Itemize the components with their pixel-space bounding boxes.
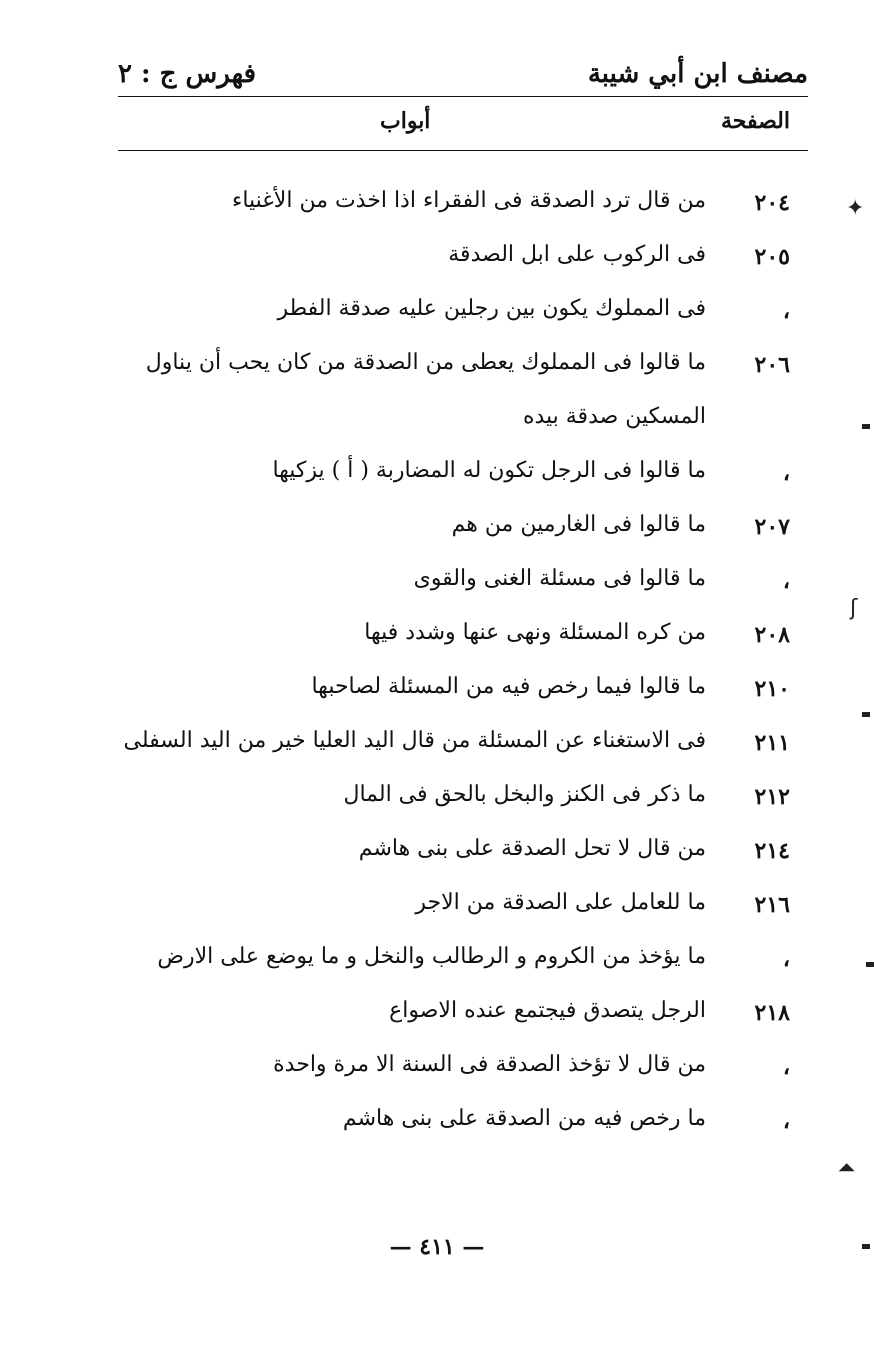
entry-title: ما قالوا فى الغارمين من هم	[451, 512, 706, 537]
entry-page-number: ٢١٢	[754, 784, 790, 810]
index-entry	[100, 290, 790, 344]
entry-title: ما للعامل على الصدقة من الاجر	[415, 890, 706, 915]
margin-caret-mark: ⏶	[838, 1156, 856, 1181]
entry-title: فى الركوب على ابل الصدقة	[448, 242, 706, 267]
entry-title: ما يؤخذ من الكروم و الرطالب والنخل و ما يوضع على الارض	[157, 944, 706, 969]
entry-page-number: ٢١١	[754, 730, 790, 756]
page-number: — ٤١١ —	[389, 1234, 485, 1260]
index-label: فهرس ج : ٢	[118, 59, 257, 89]
entry-page-number: ٢١٤	[754, 838, 790, 864]
index-entry	[100, 722, 790, 776]
entry-page-number: ٢١٨	[754, 1000, 790, 1026]
index-entry	[100, 452, 790, 506]
index-entry	[100, 1100, 790, 1154]
column-heading-rule	[118, 150, 808, 151]
entry-page-number: ،	[782, 460, 790, 486]
running-header	[118, 52, 808, 96]
entry-title: من قال لا تؤخذ الصدقة فى السنة الا مرة واحدة	[273, 1052, 706, 1077]
entry-title: فى المملوك يكون بين رجلين عليه صدقة الفطر	[277, 296, 706, 321]
topics-column-heading: أبواب	[380, 108, 431, 134]
entry-page-number: ،	[782, 298, 790, 324]
entry-page-number: ،	[782, 946, 790, 972]
margin-star-mark: ✦	[846, 196, 865, 221]
margin-dash-mark	[862, 1244, 870, 1249]
entry-title: ما قالوا فى المملوك يعطى من الصدقة من كان يحب أن يناول	[145, 350, 706, 375]
margin-tick-mark: ʃ	[850, 596, 858, 621]
entry-page-number: ٢٠٤	[754, 190, 790, 216]
index-entry	[100, 992, 790, 1046]
entry-page-number: ٢٠٨	[754, 622, 790, 648]
entry-page-number: ٢٠٥	[754, 244, 790, 270]
index-entry	[100, 560, 790, 614]
entry-page-number: ٢٠٦	[754, 352, 790, 378]
index-entry	[100, 506, 790, 560]
index-entry	[100, 776, 790, 830]
index-entry	[100, 182, 790, 236]
index-entry	[100, 344, 790, 398]
index-entry	[100, 1046, 790, 1100]
entry-page-number: ٢١٦	[754, 892, 790, 918]
index-entry	[100, 668, 790, 722]
entry-title: ما قالوا فيما رخص فيه من المسئلة لصاحبها	[311, 674, 706, 699]
margin-dash-mark	[862, 424, 870, 429]
entry-title: ما رخص فيه من الصدقة على بنى هاشم	[342, 1106, 706, 1131]
entry-page-number: ،	[782, 568, 790, 594]
entry-title: ما قالوا فى مسئلة الغنى والقوى	[413, 566, 706, 591]
index-entry	[100, 830, 790, 884]
entry-page-number: ٢١٠	[754, 676, 790, 702]
index-entry	[100, 614, 790, 668]
entry-title: ما ذكر فى الكنز والبخل بالحق فى المال	[343, 782, 706, 807]
entry-page-number: ،	[782, 1054, 790, 1080]
entry-title: المسكين صدقة بيده	[522, 404, 706, 429]
entry-page-number: ،	[782, 1108, 790, 1134]
index-entry	[100, 938, 790, 992]
index-entry	[100, 236, 790, 290]
index-entry-continuation	[100, 398, 790, 452]
entry-title: فى الاستغناء عن المسئلة من قال اليد العليا خير من اليد السفلى	[123, 728, 706, 753]
entry-title: ما قالوا فى الرجل تكون له المضاربة ( أ ) يزكيها	[272, 458, 706, 483]
index-entries	[100, 182, 790, 1154]
entry-title: من كره المسئلة ونهى عنها وشدد فيها	[364, 620, 706, 645]
page-column-heading: الصفحة	[720, 108, 790, 134]
entry-title: الرجل يتصدق فيجتمع عنده الاصواع	[389, 998, 706, 1023]
index-entry	[100, 884, 790, 938]
entry-page-number: ٢٠٧	[754, 514, 790, 540]
header-rule	[118, 96, 808, 97]
entry-title: من قال لا تحل الصدقة على بنى هاشم	[358, 836, 706, 861]
entry-title: من قال ترد الصدقة فى الفقراء اذا اخذت من الأغنياء	[231, 188, 706, 213]
margin-dash-mark	[862, 712, 870, 717]
margin-dash-mark	[866, 962, 874, 967]
book-title: مصنف ابن أبي شيبة	[587, 59, 808, 89]
